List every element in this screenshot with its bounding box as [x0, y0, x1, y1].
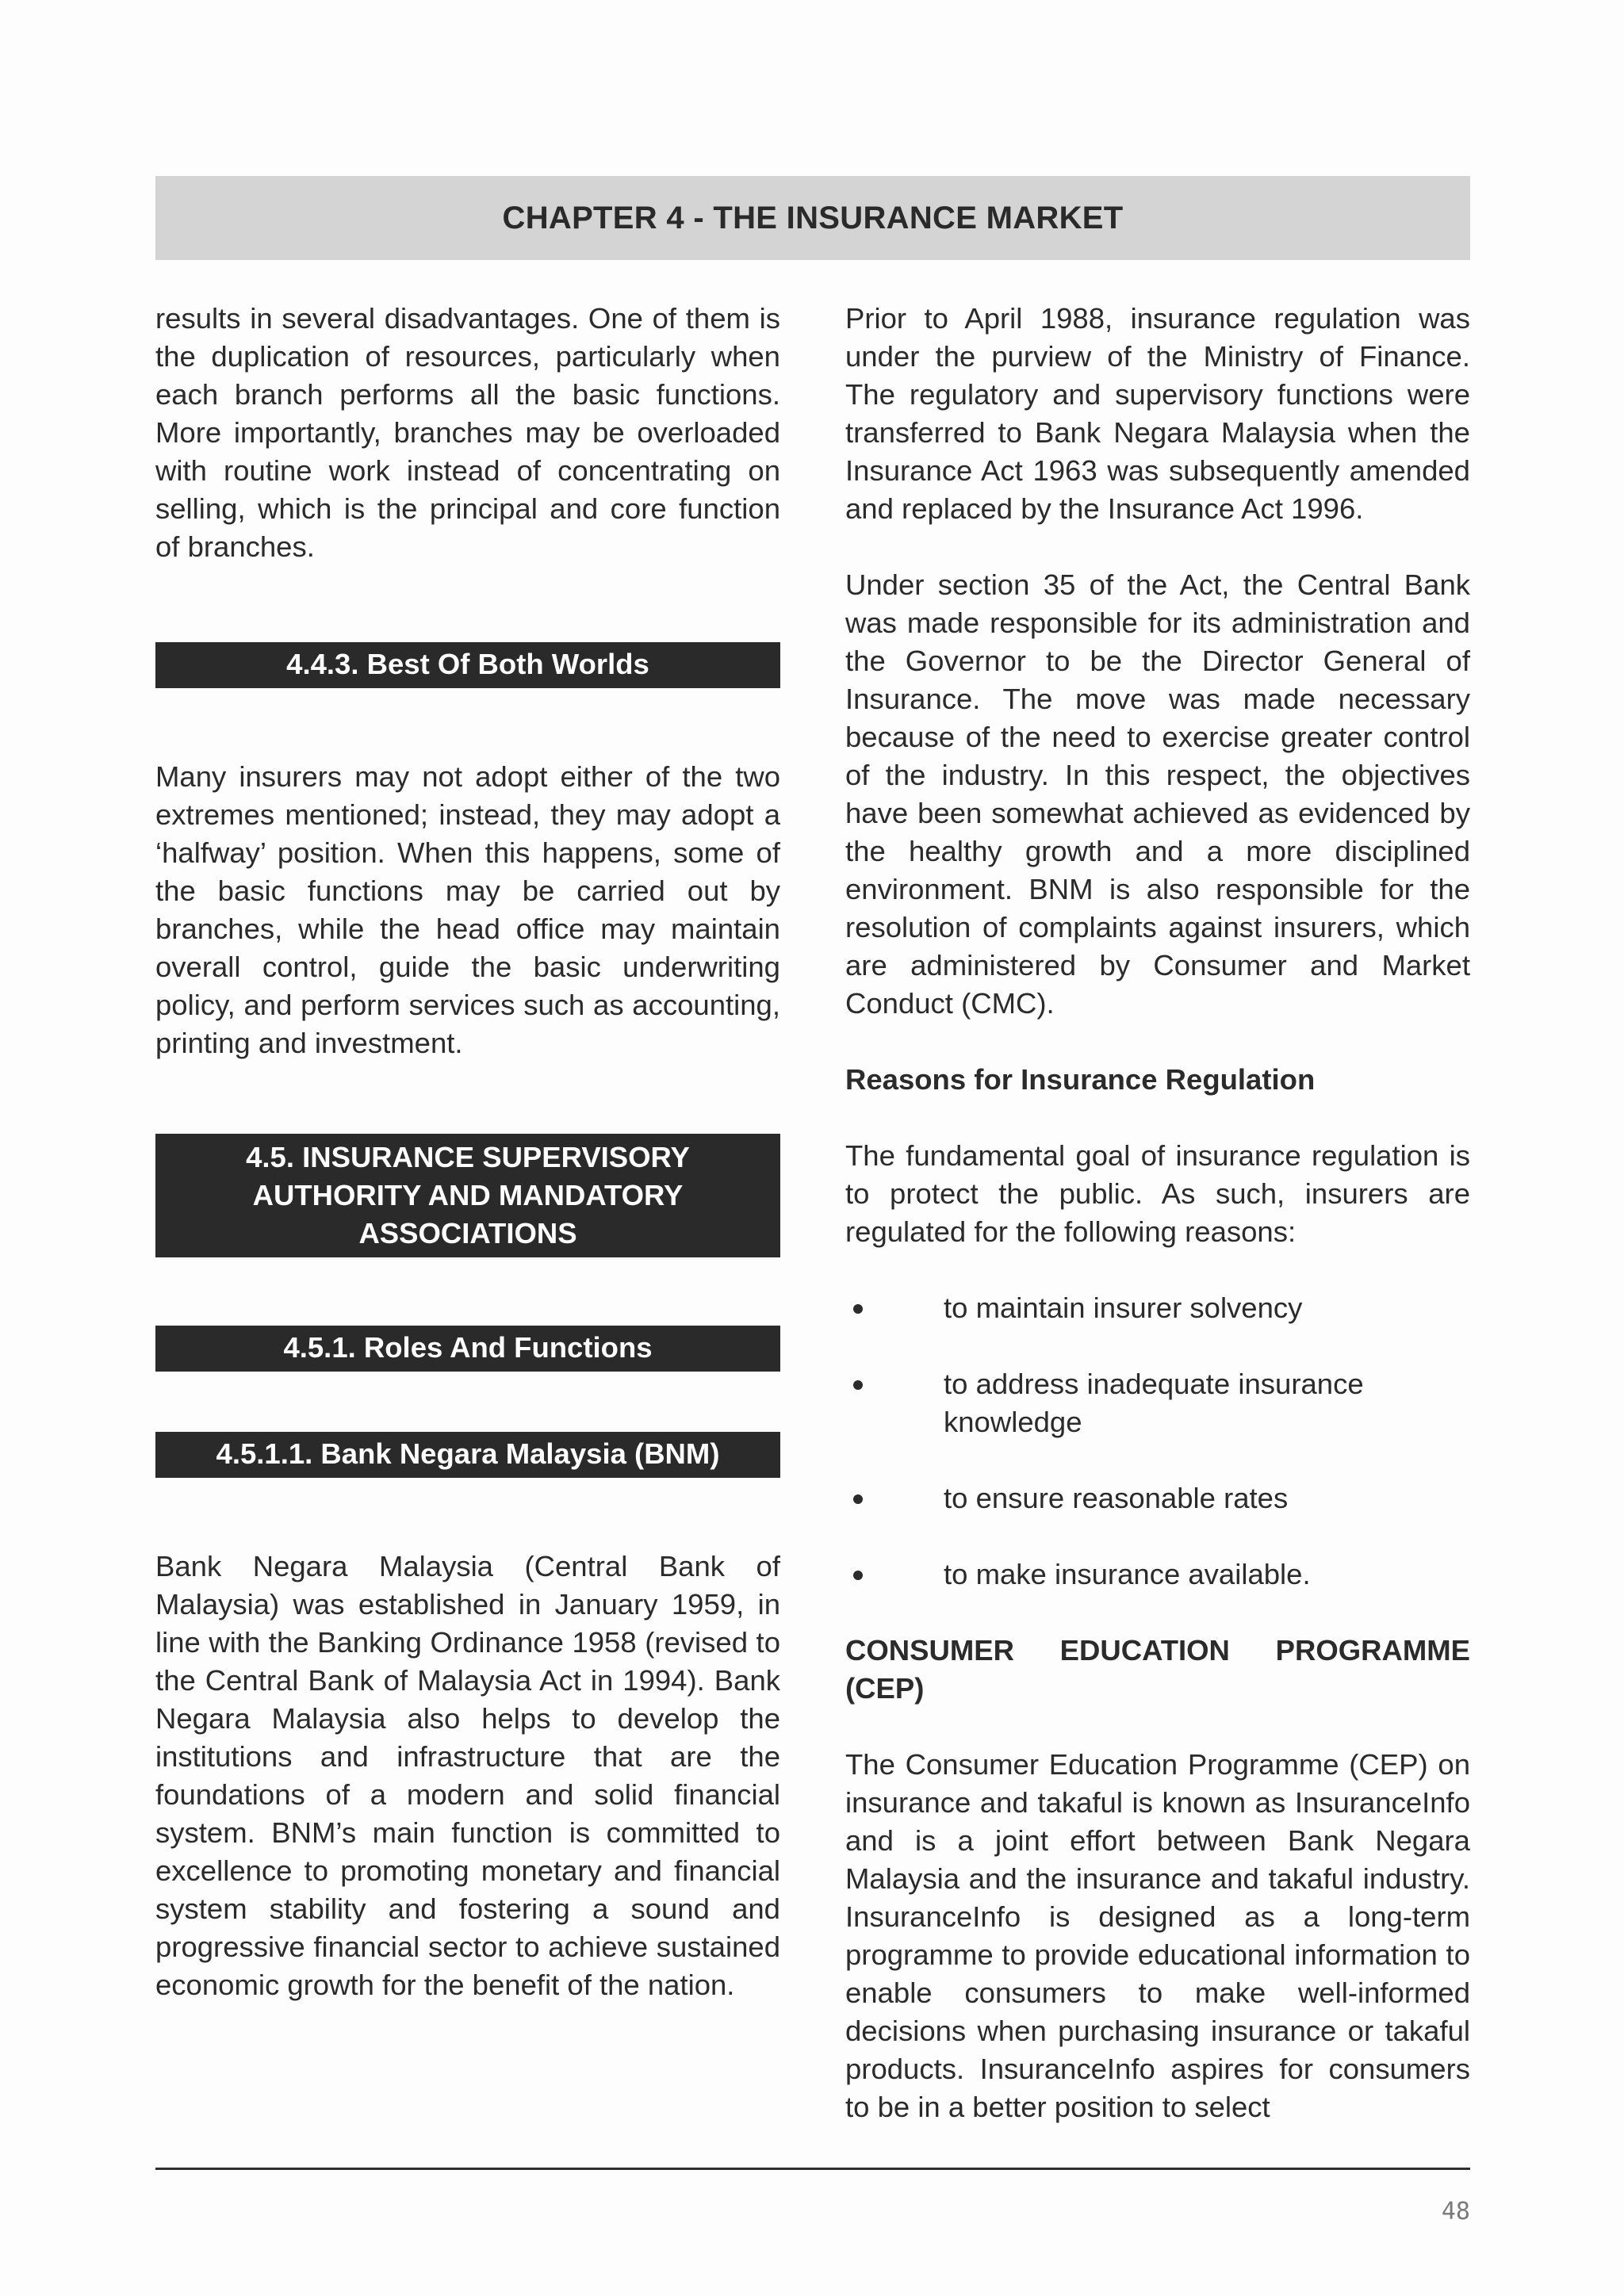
intro-paragraph: results in several disadvantages. One of them is the duplication of resources, particularly when each branch performs all the basic functions. More importantly, branches may be overloaded with routine work instead of concentrating on selling, which is the principal and core function of branches.: [155, 302, 780, 563]
left-column: [155, 300, 780, 2004]
bullet-icon: [853, 1304, 863, 1314]
list-item: to ensure reasonable rates: [845, 1479, 1470, 1517]
section-35-paragraph: Under section 35 of the Act, the Central Bank was made responsible for its administration and the Governor to be the Director General of Insurance. The move was made necessary because of the need to exercise greater control of the industry. In this respect, the objectives have been somewhat achieved as evidenced by the healthy growth and a more disciplined environment. BNM is also responsible for the resolution of complaints against insurers, which are administered by Consumer and Market Conduct (CMC).: [845, 568, 1470, 1020]
list-item: to address inadequate insurance knowledge: [845, 1365, 1470, 1441]
bullet-icon: [853, 1494, 863, 1504]
cep-paragraph: The Consumer Education Programme (CEP) on insurance and takaful is known as InsuranceInfo and is a joint effort between Bank Negara Malaysia and the insurance and takaful industry. InsuranceInfo is designed as a long-term programme to provide educational information to enable consumers to make well-informed decisions when purchasing insurance or takaful products. InsuranceInfo aspires for consumers to be in a better position to select: [845, 1748, 1470, 2123]
regulation-history-paragraph: Prior to April 1988, insurance regulation was under the purview of the Ministry of Finance. The regulatory and supervisory functions were transferred to Bank Negara Malaysia when the Insurance Act 1963 was subsequently amended and replaced by the Insurance Act 1996.: [845, 302, 1470, 525]
reasons-list: [845, 1289, 1470, 1594]
section-heading-4-5-1-1: 4.5.1.1. Bank Negara Malaysia (BNM): [155, 1432, 780, 1478]
right-column: [845, 300, 1470, 2126]
bullet-icon: [853, 1380, 863, 1390]
section-heading-4-5: 4.5. INSURANCE SUPERVISORY AUTHORITY AND MANDATORY ASSOCIATIONS: [155, 1134, 780, 1257]
chapter-title: CHAPTER 4 - THE INSURANCE MARKET: [155, 176, 1470, 260]
best-of-both-worlds-paragraph: Many insurers may not adopt either of the two extremes mentioned; instead, they may adopt a ‘halfway’ position. When this happens, some of the basic functions may be carried out by branches, while the head office may maintain overall control, guide the basic underwriting policy, and perform services such as accounting, printing and investment.: [155, 760, 780, 1059]
bnm-paragraph: Bank Negara Malaysia (Central Bank of Malaysia) was established in January 1959, in line with the Banking Ordinance 1958 (revised to the Central Bank of Malaysia Act in 1994). Bank Negara Malaysia also helps to develop the institutions and infrastructure that are the foundations of a modern and solid financial system. BNM’s main function is committed to excellence to promoting monetary and financial system stability and fostering a sound and progressive financial sector to achieve sustained economic growth for the benefit of the nation.: [155, 1550, 780, 2001]
list-item: to maintain insurer solvency: [845, 1289, 1470, 1327]
page-number: 48: [1441, 2198, 1470, 2225]
section-heading-4-5-1: 4.5.1. Roles And Functions: [155, 1326, 780, 1372]
bullet-icon: [853, 1571, 863, 1580]
cep-heading: CONSUMER EDUCATION PROGRAMME (CEP): [845, 1634, 1470, 1705]
footer-rule: [155, 2168, 1470, 2170]
reasons-heading: Reasons for Insurance Regulation: [845, 1063, 1316, 1096]
list-item: to make insurance available.: [845, 1556, 1470, 1594]
section-heading-4-4-3: 4.4.3. Best Of Both Worlds: [155, 642, 780, 688]
reasons-paragraph: The fundamental goal of insurance regulation is to protect the public. As such, insurers are regulated for the following reasons:: [845, 1139, 1470, 1248]
